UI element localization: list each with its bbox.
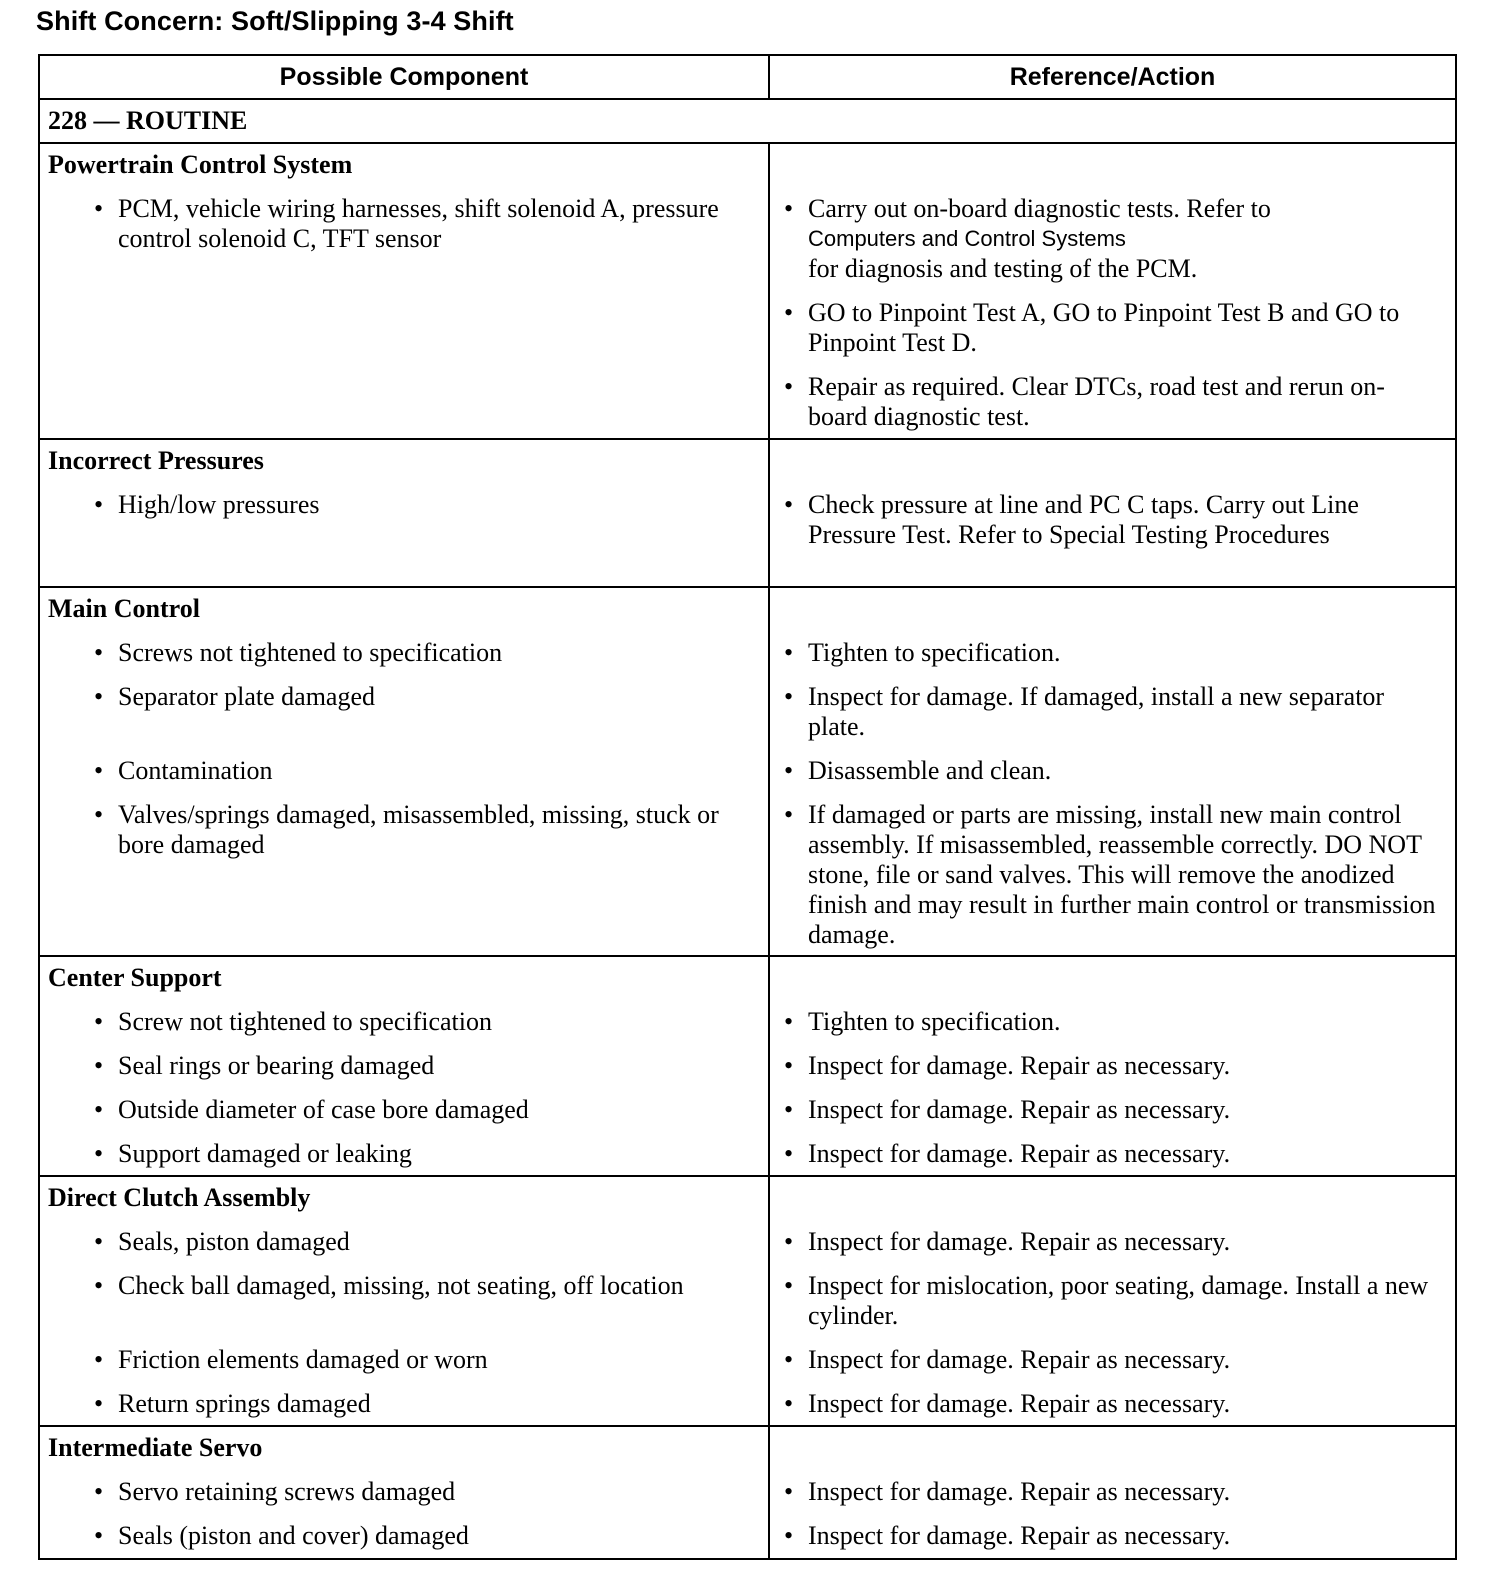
component-cell [40, 144, 770, 438]
action-cell [770, 1177, 1455, 1425]
action-text: Disassemble and clean. [808, 756, 1052, 785]
action-item [784, 800, 1441, 950]
header-component: Possible Component [40, 56, 770, 98]
component-text: High/low pressures [118, 490, 320, 519]
bullet: • [94, 1345, 104, 1374]
section-title: Powertrain Control System [48, 150, 353, 179]
action-item [784, 1271, 1441, 1331]
action-text: Inspect for damage. Repair as necessary. [808, 1227, 1231, 1256]
action-cell [770, 957, 1455, 1175]
bullet: • [94, 638, 104, 667]
action-text: Inspect for damage. Repair as necessary. [808, 1095, 1231, 1124]
action-text: Inspect for damage. Repair as necessary. [808, 1389, 1231, 1418]
bullet: • [94, 1521, 104, 1550]
action-text: Inspect for damage. If damaged, install a new separator plate. [808, 682, 1385, 741]
action-item [784, 1139, 1441, 1169]
component-item [48, 1271, 768, 1331]
action-text: Inspect for damage. Repair as necessary. [808, 1051, 1231, 1080]
action-item [784, 194, 1441, 284]
bullet: • [94, 756, 104, 785]
section-center-support [40, 957, 1455, 1177]
bullet: • [784, 800, 794, 829]
component-text: PCM, vehicle wiring harnesses, shift solenoid A, pressure control solenoid C, TFT sensor [118, 194, 719, 253]
component-item [48, 1477, 768, 1507]
component-cell [40, 1427, 770, 1558]
component-text: Servo retaining screws damaged [118, 1477, 456, 1506]
bullet: • [784, 1051, 794, 1080]
bullet: • [784, 682, 794, 711]
bullet: • [784, 756, 794, 785]
bullet: • [94, 490, 104, 519]
action-cell [770, 588, 1455, 955]
bullet: • [784, 1389, 794, 1418]
component-item [48, 1139, 768, 1169]
component-cell [40, 957, 770, 1175]
component-item [48, 1095, 768, 1125]
action-text: GO to Pinpoint Test A, GO to Pinpoint Test B and GO to Pinpoint Test D. [808, 298, 1400, 357]
bullet: • [94, 682, 104, 711]
action-item [784, 1227, 1441, 1257]
component-item [48, 1007, 768, 1037]
bullet: • [94, 1477, 104, 1506]
bullet: • [94, 1227, 104, 1256]
component-text: Separator plate damaged [118, 682, 375, 711]
component-item [48, 756, 768, 786]
bullet: • [94, 1007, 104, 1036]
action-cell [770, 440, 1455, 586]
action-item [784, 1345, 1441, 1375]
action-item [784, 682, 1441, 742]
component-item [48, 1051, 768, 1081]
bullet: • [784, 194, 794, 223]
action-text: Inspect for damage. Repair as necessary. [808, 1521, 1231, 1550]
action-cell [770, 1427, 1455, 1558]
action-text-part: for diagnosis and testing of the PCM. [808, 254, 1198, 283]
action-item [784, 756, 1441, 786]
page-title: Shift Concern: Soft/Slipping 3-4 Shift [36, 6, 514, 36]
action-text: Check pressure at line and PC C taps. Carry out Line Pressure Test. Refer to Special Testing Procedures [808, 490, 1359, 549]
bullet: • [94, 1271, 104, 1300]
action-item [784, 372, 1441, 432]
action-item [784, 638, 1441, 668]
component-text: Outside diameter of case bore damaged [118, 1095, 529, 1124]
component-text: Support damaged or leaking [118, 1139, 412, 1168]
section-title: Intermediate Servo [48, 1433, 263, 1462]
component-item [48, 1227, 768, 1257]
section-main-control [40, 588, 1455, 957]
bullet: • [94, 1095, 104, 1124]
action-item [784, 1095, 1441, 1125]
action-text: Inspect for damage. Repair as necessary. [808, 1345, 1231, 1374]
component-cell [40, 440, 770, 586]
action-text [808, 194, 1441, 284]
manual-reference: Computers and Control Systems [808, 226, 1126, 251]
diagnosis-table [38, 54, 1457, 1560]
component-text: Valves/springs damaged, misassembled, missing, stuck or bore damaged [118, 800, 719, 859]
section-powertrain [40, 144, 1455, 440]
component-text: Seals (piston and cover) damaged [118, 1521, 469, 1550]
bullet: • [784, 1095, 794, 1124]
action-item [784, 490, 1441, 550]
bullet: • [94, 1139, 104, 1168]
action-text: If damaged or parts are missing, install new main control assembly. If misassembled, reassemble correctly. DO NOT stone, file or sand valves. This will remove the anodized finish and may result in further main control or transmission damage. [808, 800, 1436, 949]
component-item [48, 1389, 768, 1419]
action-item [784, 1477, 1441, 1507]
action-text: Tighten to specification. [808, 638, 1061, 667]
action-text: Inspect for damage. Repair as necessary. [808, 1477, 1231, 1506]
table-header [40, 56, 1455, 100]
section-title: Center Support [48, 963, 222, 992]
component-text: Screws not tightened to specification [118, 638, 503, 667]
bullet: • [784, 1227, 794, 1256]
component-text: Seal rings or bearing damaged [118, 1051, 435, 1080]
bullet: • [784, 1139, 794, 1168]
bullet: • [784, 1521, 794, 1550]
component-cell [40, 588, 770, 955]
routine-row: 228 — ROUTINE [40, 100, 1455, 144]
component-item [48, 1345, 768, 1375]
component-text: Seals, piston damaged [118, 1227, 350, 1256]
bullet: • [94, 1389, 104, 1418]
bullet: • [784, 1007, 794, 1036]
component-text: Check ball damaged, missing, not seating, off location [118, 1271, 684, 1300]
bullet: • [784, 298, 794, 327]
section-title: Direct Clutch Assembly [48, 1183, 311, 1212]
action-cell [770, 144, 1455, 438]
section-pressures [40, 440, 1455, 588]
action-item [784, 298, 1441, 358]
component-cell [40, 1177, 770, 1425]
component-item [48, 638, 768, 668]
action-text: Inspect for mislocation, poor seating, damage. Install a new cylinder. [808, 1271, 1429, 1330]
action-text: Repair as required. Clear DTCs, road test and rerun on-board diagnostic test. [808, 372, 1385, 431]
component-item [48, 800, 768, 860]
bullet: • [784, 1477, 794, 1506]
component-item [48, 1521, 768, 1551]
component-item [48, 682, 768, 742]
bullet: • [784, 638, 794, 667]
bullet: • [94, 194, 104, 223]
section-servo [40, 1427, 1455, 1560]
component-text: Contamination [118, 756, 273, 785]
action-text: Tighten to specification. [808, 1007, 1061, 1036]
section-title: Main Control [48, 594, 200, 623]
section-direct-clutch [40, 1177, 1455, 1427]
action-item [784, 1521, 1441, 1551]
component-text: Screw not tightened to specification [118, 1007, 493, 1036]
header-action: Reference/Action [1009, 62, 1216, 91]
action-text-part: Carry out on-board diagnostic tests. Refer to [808, 194, 1271, 223]
bullet: • [94, 1051, 104, 1080]
component-text: Return springs damaged [118, 1389, 371, 1418]
action-item [784, 1389, 1441, 1419]
bullet: • [784, 1271, 794, 1300]
component-item [48, 490, 768, 520]
action-item [784, 1051, 1441, 1081]
bullet: • [784, 1345, 794, 1374]
action-text: Inspect for damage. Repair as necessary. [808, 1139, 1231, 1168]
action-item [784, 1007, 1441, 1037]
component-text: Friction elements damaged or worn [118, 1345, 488, 1374]
bullet: • [94, 800, 104, 829]
bullet: • [784, 372, 794, 401]
section-title: Incorrect Pressures [48, 446, 264, 475]
component-item [48, 194, 768, 254]
bullet: • [784, 490, 794, 519]
